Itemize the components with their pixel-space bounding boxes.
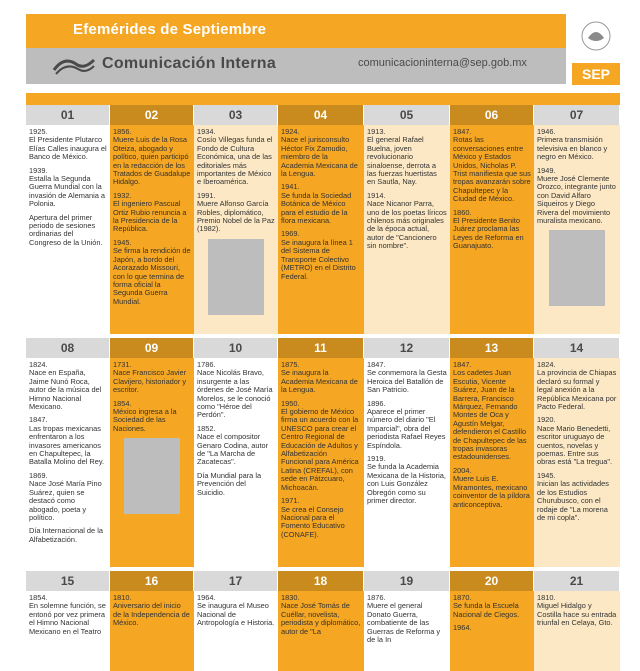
day-number: 06 <box>450 105 534 125</box>
event-text: Aparece el primer número del diario "El Imparcial", obra del periodista Rafael Reyes Espíndola. <box>367 407 446 450</box>
event-year: 1856. <box>113 127 132 136</box>
event-entry <box>453 624 531 632</box>
event-text: Nace Nicolás Bravo, insurgente a las órdenes de José María Morelos, se le conoció como "Héroe del Perdón". <box>197 368 273 420</box>
event-year: 1924. <box>281 127 300 136</box>
event-text: Las tropas mexicanas enfrentaron a los invasores americanos en Chapultepec, la Batalla Molino del Rey. <box>29 423 105 467</box>
day-number: 04 <box>278 105 364 125</box>
calendar-week <box>26 105 620 334</box>
calendar-day <box>278 105 364 334</box>
day-number: 19 <box>364 571 450 591</box>
event-text: Cosío Villegas funda el Fondo de Cultura Económica, una de las editoriales más importantes de México e Iberoamérica. <box>197 135 273 187</box>
day-number: 02 <box>110 105 194 125</box>
event-year: 1964. <box>197 593 216 602</box>
calendar-day <box>450 105 534 334</box>
calendar-day <box>194 105 278 334</box>
day-number: 21 <box>534 571 620 591</box>
contact-email[interactable]: comunicacioninterna@sep.gob.mx <box>358 57 527 69</box>
event-entry <box>29 128 107 162</box>
day-events <box>278 125 364 281</box>
event-year: 2004. <box>453 465 472 475</box>
event-text: Nace José Tomás de Cuéllar, novelista, periodista y diplomático, autor de "La <box>281 601 361 636</box>
event-entry <box>113 239 191 306</box>
event-year: 1860. <box>453 207 472 217</box>
event-entry <box>281 230 361 280</box>
event-year: 1949. <box>537 165 556 175</box>
day-events <box>194 125 278 315</box>
event-entry <box>367 192 447 251</box>
event-year: 1964. <box>453 623 472 633</box>
event-text: Se inaugura la línea 1 del Sistema de Transporte Colectivo (METRO) en el Distrito Federal. <box>281 237 356 281</box>
calendar-day <box>278 338 364 567</box>
day-number: 12 <box>364 338 450 358</box>
event-year: 1941. <box>281 182 300 192</box>
portrait-photo <box>208 239 264 315</box>
event-entry <box>29 527 107 544</box>
event-year: 1914. <box>367 190 386 200</box>
event-text: Se conmemora la Gesta Heroica del Batallón de San Patricio. <box>367 368 447 395</box>
event-entry <box>537 128 617 162</box>
event-year: 1932. <box>113 190 132 200</box>
calendar-day <box>364 571 450 671</box>
event-entry <box>537 472 617 522</box>
day-number: 07 <box>534 105 620 125</box>
day-events <box>534 591 620 628</box>
event-year: 1939. <box>29 165 48 175</box>
event-entry <box>537 416 617 466</box>
event-entry <box>113 192 191 234</box>
day-events <box>450 358 534 509</box>
event-year: 1946. <box>537 127 556 136</box>
event-text: Nace el jurisconsulto Héctor Fix Zamudio, miembro de la Academia Mexicana de la Lengua. <box>281 135 358 179</box>
calendar-day <box>278 571 364 671</box>
sep-logo: SEP <box>572 63 620 85</box>
event-year: 1945. <box>113 237 132 247</box>
event-entry <box>197 425 275 467</box>
day-number: 08 <box>26 338 110 358</box>
event-text: Muere Luis de la Rosa Oteiza, abogado y político, quien participó en la redacción de los Tratados de Guadalupe Hidalgo. <box>113 135 191 187</box>
event-text: Los cadetes Juan Escutia, Vicente Suárez, Juan de la Barrera, Francisco Márquez, Fernando Montes de Oca y Agustín Melgar, defendieron el Castillo de Chapultepec de las tropas invasoras estadounidenses. <box>453 368 527 462</box>
calendar-day <box>110 571 194 671</box>
event-entry <box>281 361 361 395</box>
event-year: 1913. <box>367 127 386 136</box>
day-events <box>364 591 450 644</box>
day-events <box>450 125 534 251</box>
event-text: El Presidente Benito Juárez proclama las Leyes de Reforma en Guanajuato. <box>453 216 524 251</box>
event-year: 1876. <box>367 593 386 602</box>
calendar-day <box>364 105 450 334</box>
event-year: 1945. <box>537 470 556 480</box>
day-number: 09 <box>110 338 194 358</box>
event-text: El ingeniero Pascual Ortiz Rubio renuncia a la Presidencia de la República. <box>113 199 187 234</box>
calendar-day <box>450 571 534 671</box>
event-entry <box>29 361 107 411</box>
event-year: 1971. <box>281 496 300 506</box>
event-entry <box>281 128 361 178</box>
day-number: 13 <box>450 338 534 358</box>
event-text: Día Internacional de la Alfabetización. <box>29 526 103 544</box>
event-year: 1830. <box>281 593 300 602</box>
calendar-day <box>364 338 450 567</box>
event-text: Nace en España, Jaime Nunó Roca, autor de la música del Himno Nacional Mexicano. <box>29 368 102 412</box>
day-events <box>110 125 194 306</box>
event-text: Nace José María Pino Suárez, quien se destacó como abogado, poeta y político. <box>29 479 102 522</box>
event-year: 1896. <box>367 398 386 408</box>
event-text: Aniversario del inicio de la Independencia de México. <box>113 601 190 628</box>
day-events <box>26 358 110 544</box>
calendar-day <box>26 338 110 567</box>
mexico-seal-icon <box>576 14 616 54</box>
event-entry <box>29 214 107 248</box>
event-text: Muere el general Donato Guerra, combatiente de las Guerras de Reforma y de la In <box>367 601 441 645</box>
event-text: El gobierno de México firma un acuerdo con la UNESCO para crear el Centro Regional de Educación de Adultos y Alfabetización Funcional para América Latina (CREFAL), con sede en Pátzcuaro, Michoacán. <box>281 407 359 492</box>
event-year: 1991. <box>197 190 216 200</box>
event-text: Se crea el Consejo Nacional para el Fomento Educativo (CONAFE). <box>281 504 345 539</box>
event-text: Se inaugura el Museo Nacional de Antropología e Historia. <box>197 601 275 628</box>
event-text: Se inaugura la Academia Mexicana de la Lengua. <box>281 368 358 395</box>
event-entry <box>367 455 447 505</box>
event-entry <box>113 400 191 434</box>
event-year: 1854. <box>29 593 48 602</box>
event-year: 1786. <box>197 360 216 369</box>
event-year: 1847. <box>367 360 386 369</box>
day-number: 01 <box>26 105 110 125</box>
page-title: Efemérides de Septiembre <box>73 21 267 38</box>
event-text: La provincia de Chiapas declaró su formal y legal anexión a la República Mexicana por Pacto Federal. <box>537 368 617 412</box>
day-number: 20 <box>450 571 534 591</box>
event-year: 1969. <box>281 229 300 239</box>
event-text: Muere Alfonso García Robles, diplomático, Premio Nobel de la Paz (1982). <box>197 199 275 234</box>
event-year: 1870. <box>453 593 472 602</box>
day-events <box>364 358 450 506</box>
event-entry <box>197 128 275 187</box>
event-text: Se funda la Academia Mexicana de la Historia, con Luis González Obregón como su primer director. <box>367 462 446 506</box>
day-number: 03 <box>194 105 278 125</box>
day-events <box>110 591 194 628</box>
event-entry <box>113 128 191 187</box>
calendar-day <box>110 338 194 567</box>
event-entry <box>113 361 191 395</box>
event-entry <box>29 167 107 209</box>
event-text: Nace Nicanor Parra, uno de los poetas líricos chilenos más originales de la época actual, autor de "Cancionero sin nombre". <box>367 199 447 251</box>
event-year: 1854. <box>113 398 132 408</box>
day-number: 05 <box>364 105 450 125</box>
calendar-day <box>194 571 278 671</box>
event-year: 1847. <box>29 415 48 425</box>
event-text: El general Rafael Buelna, joven revolucionario sinaloense, derrota a las fuerzas huertistas en Sautla, Nay. <box>367 135 437 187</box>
calendar-day <box>534 571 620 671</box>
event-text: Inician las actividades de los Estudios Churubusco, con el rodaje de "La morena de mi copla". <box>537 479 609 522</box>
portrait-photo <box>549 230 605 306</box>
event-entry <box>453 209 531 251</box>
event-text: El Presidente Plutarco Elías Calles inaugura el Banco de México. <box>29 135 107 162</box>
event-entry <box>281 497 361 539</box>
event-text: Día Mundial para la Prevención del Suicidio. <box>197 470 262 497</box>
event-text: Primera transmisión televisiva en blanco y negro en México. <box>537 135 608 162</box>
event-text: Muere Luis E. Miramontes, mexicano coinventor de la píldora anticonceptiva. <box>453 474 530 509</box>
event-year: 1875. <box>281 360 300 369</box>
event-text: Se funda la Escuela Nacional de Ciegos. <box>453 601 520 619</box>
event-year: 1824. <box>29 360 48 369</box>
day-number: 18 <box>278 571 364 591</box>
event-text: Miguel Hidalgo y Costilla hace su entrada triunfal en Celaya, Gto. <box>537 601 617 628</box>
event-entry <box>367 128 447 187</box>
event-year: 1847. <box>453 127 472 136</box>
event-entry <box>197 192 275 234</box>
event-year: 1731. <box>113 360 132 369</box>
calendar-day <box>534 105 620 334</box>
day-number: 15 <box>26 571 110 591</box>
event-entry <box>29 472 107 522</box>
event-entry <box>281 183 361 225</box>
event-text: Nace Mario Benedetti, escritor uruguayo de cuentos, novelas y poemas. Entre sus obras está "La tregua". <box>537 423 613 467</box>
event-text: En solemne función, se entonó por vez primera el Himno Nacional Mexicano en el Teatro <box>29 601 106 636</box>
calendar-week <box>26 338 620 567</box>
calendar-day <box>450 338 534 567</box>
day-events <box>534 125 620 306</box>
day-number: 16 <box>110 571 194 591</box>
calendar-day <box>194 338 278 567</box>
day-events <box>534 358 620 522</box>
event-entry <box>197 361 275 420</box>
day-events <box>278 358 364 539</box>
event-entry <box>281 594 361 636</box>
event-entry <box>537 167 617 226</box>
day-events <box>364 125 450 251</box>
event-entry <box>367 400 447 450</box>
day-events <box>194 358 278 497</box>
portrait-photo <box>124 438 180 514</box>
event-text: Nace el compositor Genaro Codina, autor de "La Marcha de Zacatecas". <box>197 432 269 467</box>
event-year: 1824. <box>537 360 556 369</box>
event-text: Apertura del primer periodo de sesiones ordinarias del Congreso de la Unión. <box>29 212 103 247</box>
event-entry <box>197 472 275 497</box>
event-entry <box>29 416 107 466</box>
event-entry <box>453 361 531 462</box>
event-text: Rotas las conversaciones entre México y Estados Unidos, Nicholas P. Trist manifiesta que sus tropas avanzarán sobre Chapultepec y la Ciudad de México. <box>453 135 531 204</box>
day-number: 14 <box>534 338 620 358</box>
event-entry <box>453 128 531 204</box>
event-entry <box>29 594 107 636</box>
day-number: 10 <box>194 338 278 358</box>
event-text: Muere José Clemente Orozco, integrante junto con David Alfaro Siqueiros y Diego Rivera del movimiento muralista mexicano. <box>537 174 616 226</box>
day-events <box>26 591 110 636</box>
event-entry <box>113 594 191 628</box>
day-events <box>110 358 194 514</box>
event-year: 1925. <box>29 127 48 136</box>
event-entry <box>537 594 617 628</box>
event-text: Nace Francisco Javier Clavijero, historiador y escritor. <box>113 368 187 395</box>
event-entry <box>367 361 447 395</box>
event-text: Estalla la Segunda Guerra Mundial con la invasión de Alemania a Polonia. <box>29 174 106 209</box>
event-year: 1810. <box>537 593 556 602</box>
event-year: 1919. <box>367 454 386 464</box>
event-entry <box>453 594 531 619</box>
title-bar <box>26 14 566 48</box>
orange-strip <box>26 93 620 105</box>
event-text: Se firma la rendición de Japón, a bordo del Acorazado Missouri, con lo que termina de forma oficial la Segunda Guerra Mundial. <box>113 246 191 306</box>
section-title: Comunicación Interna <box>102 55 277 72</box>
day-events <box>194 591 278 628</box>
calendar-week <box>26 571 620 671</box>
event-year: 1934. <box>197 127 216 136</box>
day-number: 17 <box>194 571 278 591</box>
calendar-day <box>534 338 620 567</box>
event-year: 1852. <box>197 423 216 433</box>
event-entry <box>367 594 447 644</box>
event-year: 1920. <box>537 415 556 425</box>
event-year: 1869. <box>29 470 48 480</box>
event-year: 1810. <box>113 593 132 602</box>
day-events <box>278 591 364 636</box>
calendar-day <box>26 571 110 671</box>
day-events <box>450 591 534 633</box>
event-entry <box>537 361 617 411</box>
day-events <box>26 125 110 247</box>
event-text: Se funda la Sociedad Botánica de México para el estudio de la flora mexicana. <box>281 190 352 226</box>
event-year: 1847. <box>453 360 472 369</box>
day-number: 11 <box>278 338 364 358</box>
comunicacion-interna-logo-icon <box>50 52 98 80</box>
event-text: México ingresa a la Sociedad de las Naciones. <box>113 407 177 433</box>
event-entry <box>197 594 275 628</box>
event-entry <box>453 467 531 509</box>
event-year: 1950. <box>281 398 300 408</box>
calendar-day <box>26 105 110 334</box>
event-entry <box>281 400 361 492</box>
calendar-day <box>110 105 194 334</box>
